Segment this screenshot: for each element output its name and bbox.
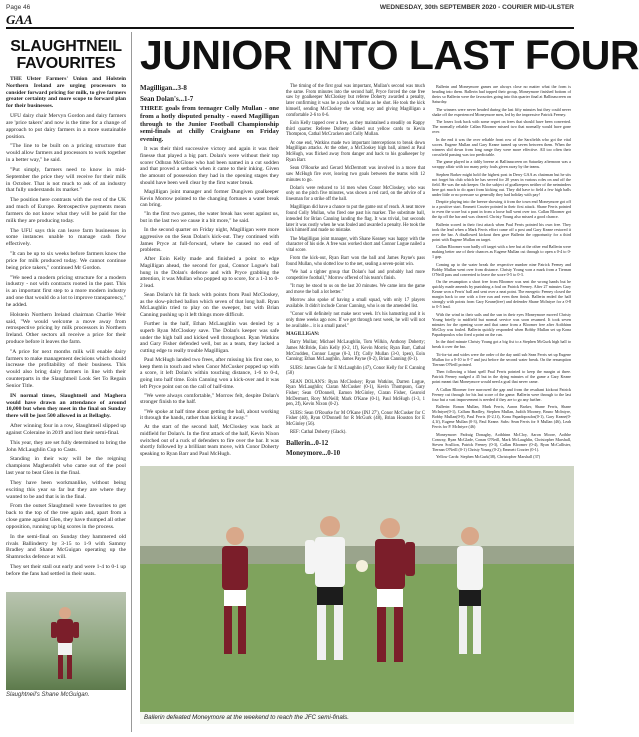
sidebar-paragraph: Standing in their way will be the reigning champions Magherafelt who came out of the pool last year to beat Glen in the final. — [6, 456, 126, 477]
sidebar-paragraph: From the outset Slaughtneil were favourites to get back to the top of the tree again and, apart from a close game against Glen, they have thumped all other opposition, running up big scores in the process. — [6, 503, 126, 530]
article-paragraph: On the resumption a short free from Bloomer was sent the wrong hands but he quickly made amends by punishing a foul on Patrick Feeney. After 27 minutes Gary Keane won a Ferris' ball and sent over a neat point. The energetic Feeney closed the margin back to one with a free run and even then finish. Ballerin ended the half strongly with points from Gary Keane(free) and defender Shane McIntyre for a 0-8 to 0-5 lead. — [432, 279, 571, 309]
article-paragraph: Eoin Kelly tapped over a free, as they maintained a steadily on Rappy third quarter. Referee Doherty dished out yellow cards to Kevin Thompson, Cathal McCracken and Colly Mullan. — [286, 120, 425, 138]
article-paragraph: With the wind in their sails and the sun in their eyes Moneymore moved Christy Young briefly to midfield but normal service was soon resumed. It took seven minutes for the opening score and that came from a Bloomer free after Aoibhinn McCloy was fouled. Ballerin quickly responded when Bobby Mullan set up Kona Papadopoulos who fired a point on the run. — [432, 311, 571, 337]
article-paragraph: Ballerin and Moneymore games are always close no matter what the form is heading into them. Ballerin had topped their group, Moneymore finished bottom of theirs so Ballerin were the favourites going into this quarter final at Ballinascreen on Saturday. — [432, 84, 571, 104]
article-paragraph: The winners were never headed during the last fifty minutes but they could never shake off the experienced Moneymore men, led by the impressive Patrick Feeney. — [432, 106, 571, 117]
article-paragraph: Magilligan did have a chance to put the game out of reach. A neat move found Colly Mullan, who fired one past his marker. The substitute ball, intended for Brian Canning landing the flag. It was trivial, but seconds later it was costly when he was fouled and awarded a penalty. He took the kick himself and made no mistake. — [286, 205, 425, 234]
article-paragraph: Sean O'Rourke and Gerard McDermott was involved in a move that saw McHugh fire over, leaving two goals between the teams with 12 minutes to go. — [286, 166, 425, 183]
article-body — [140, 84, 574, 464]
sidebar-paragraph: "The line to be built on a pricing structure that would allow farmers and processors to work together in a better way," he said. — [6, 143, 126, 164]
article-paragraph: "In the first two games, the water break has went against us, but in the last two we cause it a bit more," he said. — [140, 211, 279, 225]
article-paragraph: Yellow Cards: Stephen McGurk(38), Christopher Marshall (37) — [436, 454, 541, 459]
sidebar-photo-caption: Slaughtneil's Shane McGuigan. — [6, 692, 90, 698]
article-paragraph: Barry Mullan; Michael McLaughlin, Tom Wilkin, Anthony Doherty; James McBride, Eoin Kelly (0-2, 1f), Kevin Morris; Ryan Barr, Cathal McCrudden, Connor Logue (0-3, 1f); Colly Mullan (3-0, 1pen), Eoin Canning; Ethan McLaughlin, James Payne (0-2), Brian Canning (0-1). — [286, 340, 425, 363]
sidebar-paragraph: This year, they are set fully determined to bring the John McLaughlin Cup to Casts. — [6, 439, 126, 453]
sidebar-paragraph: "It can be up to six weeks before farmers know the price for milk produced today. We cannot continue being price takers," continued Mr Gordon. — [6, 251, 126, 271]
article-paragraph: SEAN DOLAN'S: Ryan McCloskey; Ryan Watkins, Darren Logue, Ryan McLaughlin; Ciaran McCusker (0-1), Kevin Thompson, Gary Fisher; Sean O'Donnell, Eamon McGinley, Ciaran Fisher, Gearoid McDermott, Rory McNeill; Mark O'Kane (0-1), Paul McHugh (1-3, 1 pen, 2f), Kevin Nixon (0-2). — [286, 379, 425, 408]
article-paragraph: Morrow also spoke of having a small squad, with only 17 players available. It didn't include Conor Canning, who is on the amended list. — [286, 298, 425, 309]
article-paragraph: SUBS: James Gale for E McLaughlin (47), Conor Kelly for E Canning (58) — [286, 365, 425, 377]
article-column-1 — [140, 84, 279, 464]
article-paragraph: It was their third successive victory and again it was their finesse that played a big part. Dolan's were without their top scorer Odhran McGlone who had been named in a cut sodden and that proved a setback when it came to their inking. Given the amount of possession they had in the opening stages they should have been well clear by the first water break. — [140, 146, 279, 186]
sidebar-paragraph: The UFU says this can leave farm businesses in some instances unable to manage cash flow effectively. — [6, 227, 126, 248]
article-paragraph: The Magilligan joint manager, with Shane Keaney was happy with the character of his side. A free was worked short and Connor Logue nailed a vital score. — [286, 236, 425, 254]
sidebar-paragraph: After winning four in a row, Slaughtneil slipped up against Coleraine in 2019 and lost their semi-final. — [6, 423, 126, 436]
article-paragraph: Moneymore...0-10 — [286, 449, 341, 458]
article-paragraph: Then following a blunt spell Paul Ferris pointed to keep the margin at three. Patrick Feeney nudged a 45 but in the dying minutes of the game a Gary Keane point meant that Moneymore would need a goal that never came. — [432, 369, 571, 384]
article-paragraph: Coming up to the water break the respective number nine Patrick Feeney and Bobby Mullan went over from distance. Christy Young won a mark from a Tiernan O'Neill pass and converted to leave the score 0-5 to 0-3. — [432, 261, 571, 277]
sidebar-paragraph: They set their stall out early and were 1-4 to 0-1 up before the fans had settled in their seats. — [6, 564, 126, 577]
page-number: Page 46 — [6, 3, 31, 11]
article-paragraph: "Conor will definitely not make next week. It's his hamstring and it is only three weeks ago now. If we get through next week, he will will not be available... it is a small panel." — [286, 312, 425, 329]
sidebar-paragraph: "We need a modern pricing structure for a modern industry - not with contracts rooted in the past. This is an important first step to a more modern industry and one that would do a lot to improve transparency," he added. — [6, 274, 126, 308]
sidebar-headline: SLAUGHTNEIL FAVOURITES — [10, 38, 122, 72]
article-paragraph: Ballerin scored in their first attack when Paul Ferris pointed his own free. They took the lead when a Mark Ferris effort came off a post and Gary Keane restored it over the bar. A disallowed kickout then gave Ballerin the opportunity for a third point with Eugene Mullan on target. — [432, 221, 571, 242]
match-photo — [140, 466, 574, 724]
article-paragraph: "We had a tighter group that Dolan's had and probably had more competitive football," Morrow offered of his team's finish. — [286, 270, 425, 282]
article-paragraph: REF: Cathal Doherty (Glack). — [290, 430, 347, 436]
article-headline: JUNIOR INTO LAST FOUR — [140, 32, 639, 78]
match-photo-caption: Ballerin defeated Moneymore at the weekend to reach the JFC semi-finals. — [140, 712, 574, 724]
sidebar-paragraph: Holstein Northern Ireland chairman Charlie Weir said, "We would welcome a move away from retrospective pricing by milk processors in Northern Ireland. Other sectors all receive a price for their produce before it leaves the farm. — [6, 311, 126, 345]
article-column-3 — [432, 84, 571, 464]
sidebar-body — [6, 76, 126, 578]
sidebar-paragraph: "A price for next months milk will enable dairy farmers to make management decisions which should increase the profitability of their business. This would also bring dairy farmers in line with their counterparts in the Slaughtneil Look Set To Regain Senior Title. — [6, 348, 126, 389]
article-paragraph: Further in the half, Ethan McLaughlin was denied by a superb Ryan McCloskey save. The Dolan's keeper was safe under the high ball and kicked well throughout. Ryan Watkins and Gary Fisher defended well, but as a team, they lacked a cutting edge to really trouble Magilligan. — [140, 321, 279, 354]
article-paragraph: Moneymore: Padraig Donaghy, Aoibhinn McCloy, Aaron Moore, Aoibhe Conway, Ryan McGlade, Conan O'Neill, Mark McLaughlin, Christopher Marshall, Steven Scullion, Patrick Feeney (0-3), Callan Bloomer (0-4), Ryan McCallister, Tiernan O'Neill (0-1) Christy Young (0-2); Emmett Crozier (0-1). — [432, 431, 571, 452]
article-paragraph: Dolan's were reduced to 14 men when Conor McCloskey, who was only on the pitch five minutes, was shown a red card, on the advice of a linesman for a strike off the ball. — [286, 185, 425, 203]
sidebar-paragraph: IN normal times, Slaughtneil and Maghera would have drawn an attendance of around 10,000 but when they meet in the final on Sunday there will be just 500 allowed in at Bellaghy. — [6, 392, 126, 420]
article-paragraph: The game played in a tidily breeze at Ballinascreen on Saturday afternoon was a scrappy affair with too many petty fouls given away by the teams. — [432, 159, 571, 169]
article-paragraph: Paul McHugh landed two frees, after missing his first one, to keep them in touch and when Conor McCusker popped up with a score, it left Dolan's within touching distance, 1-6 to 0-4, going into half time. Eoin Canning won a kick-over and it was left Pryce point out on the call of half-time. — [140, 357, 279, 390]
article-paragraph: From the kick-out, Ryan Barr won the ball and James Payne's pass found Mullan, who slotted low to the net, sealing a seven-point win. — [286, 256, 425, 268]
sidebar-paragraph: The position here contrasts with the rest of the UK and much of Europe. Retrospective payments mean farmers do not know what they will be paid for the milk they are producing today. — [6, 197, 126, 224]
player-figure-icon — [48, 604, 82, 684]
article-paragraph: Ballerin...0-12 — [286, 438, 329, 447]
article-paragraph: The timing of the first goal was important, Mullan's second was much the same. From minutes into the second half, Pryce forced the one free saw by goalkeeper McCloskey but referee Doherty awarded a penalty, later confirming it was he a push on Mullan as he shot. He took the kick himself, sending McCloskey the wrong way and giving Magilligan a comfortable 2-6 to 0-6. — [286, 84, 425, 118]
article-paragraph: Magilligan joint manager and former Dungiven goalkeeper Kevin Morrow pointed to the changing fortunes a water break can bring. — [140, 188, 279, 209]
sidebar-paragraph: UFU dairy chair Mervyn Gordon and dairy farmers are 'price takers' and now is the time for a change of approach to put dairy farmers in a more sustainable position. — [6, 113, 126, 140]
sidebar-paragraph: In the semi-final on Sunday they hammered old rivals Ballinderry by 3-15 to 1-9 with Sammy Bradley and Shane McGuigan operating up the Shamrocks defence at will. — [6, 533, 126, 561]
article-paragraph: After Eoin Kelly made and finished a point to edge Magilligan ahead, the second for goal, Connor Logue's ball hung in the Dolan's defence and with Pryce grabbing the attention, it was Mullan who popped up to score, for a 1-3 to 0-2 lead. — [140, 256, 279, 289]
column-divider — [131, 32, 132, 732]
article-paragraph: "We spoke at half time about getting the ball, about working it through the hands, rather than kicking it away." — [140, 408, 279, 422]
article-paragraph: At one end, Watkins made two important interceptions to break down Magilligan attacks. At the other, a McCloskey high ball, aimed at Paul McHugh, was flicked away from danger and back to his goalkeeper by Ryan Barr. — [286, 140, 425, 163]
article-paragraph: MAGILLIGAN: — [286, 331, 320, 337]
sidebar-paragraph: They have been workmanlike, without being exciting this year so far but they are where they wanted to be and that is in the final. — [6, 479, 126, 500]
article-paragraph: "It may be stood to us on the last 20 minutes. We came into the game and move the ball a lot better." — [286, 284, 425, 295]
article-paragraph: In the end it was the over reliable front row of the Sarsfields who got the vital scores. Eugene Mullan and Gary Keane turned up seven between them. When the winners slid down from long range they were more effective. All too often their crossfield passing was too predictable. — [432, 136, 571, 157]
article-paragraph: Magilligan...3-8 — [140, 84, 187, 92]
section-tag: GAA — [6, 12, 33, 27]
article-column-2 — [286, 84, 425, 464]
sidebar-paragraph: "Put simply, farmers need to know in mid-September the price they will receive for their milk in October. That is not much to ask of an industry that fully understands its market." — [6, 166, 126, 194]
sidebar-photo — [6, 592, 126, 690]
article-paragraph: "We were always comfortable," Morrow felt, despite Dolan's stronger finish to the half. — [140, 392, 279, 406]
article-paragraph: In the second quarter on Friday night, Magilligan were more aggressive on the Sean Dolan's kick-out. They continued with James Pryce at full-forward, where he caused no end of problems. — [140, 227, 279, 254]
article-paragraph: Despite playing into the breeze showing it from the town end Moneymore got off to a positive start. Emmett Crozier pointed in their first attack. Shane Ferris pointed to even the score but a punt in from a loose ball went over too. Callan Bloomer got the tip off the bar and was cleared. Christy Young also missed a good chance. — [432, 199, 571, 219]
sidebar-story — [6, 32, 126, 732]
article-paragraph: Tit-for-tat and wides were the order of the day until sub Sean Ferris set up Eugene Mullan for a 0-10 to 0-7 and just before the second water break. On the resumption Tiernan O'Neill pointed. — [432, 351, 571, 367]
article-paragraph: At the start of the second half, McCloskey was back at midfield for Dolan's. In the first attack of the half, Kevin Nixon switched out of a ruck of defenders to fire over the bar. It was shortly followed by a brilliant team move, with Conor Doherty speaking to Ryan Barr and Paul McHugh. — [140, 424, 279, 458]
article-paragraph: Callan Bloomer won badly off target with a free but at the other end Ballerin were making better use of their chances as Eugene Mullan cut through to open a 0-4 to 0-1 gap. — [432, 244, 571, 259]
match-scene-icon — [140, 466, 574, 724]
page-header — [0, 0, 580, 14]
article-paragraph: In the third minute Christy Young got a big fist to a Stephen McGurk high ball to break it over the bar. — [432, 339, 571, 349]
article-paragraph: Stephen Barker might hold the highest post in Derry GAA as chairman but he sits not forget his club which he has served for 20 years in various roles on and off the field. He was the sub keeper. On the subject of goalkeepers neither of the netminders here got much to do apart from kicking out. They did have to field a few high balls under little or no pressure so generally they had holiday with pay! — [432, 171, 571, 197]
article-paragraph: A Callan Bloomer free narrowed the gap and from the resultant kickout Patrick Feeney cut through for his last score of the game. Ballerin were through to the last four but a vast improvement is needed if they are to go any further. — [432, 386, 571, 402]
article-paragraph: The losers look back with some regret on frees that should have been converted. The normally reliable Callan Bloomer missed two that normally would have gone over. — [432, 119, 571, 134]
date-line: WEDNESDAY, 30th SEPTEMBER 2020 - COURIER MID-ULSTER — [379, 3, 574, 11]
article-paragraph: Sean Dolan's...1-7 — [140, 94, 194, 103]
article-paragraph: THREE goals from teenager Colly Mullan - one from a hotly disputed penalty - eased Magilligan through to the Junior Football Championship semi-finals at chilly Craigbane on Friday evening. — [140, 105, 279, 144]
article-paragraph: Sean Dolan's hit fit back with points from Paul McCloskey, as the slow-pitched ballon which seven of that long ball. Ryan McLaughlin tried to play on the sweeper, but with Brian Canning pushing up it left things more difficult. — [140, 292, 279, 319]
sidebar-paragraph: THE Ulster Farmers' Union and Holstein Northern Ireland are urging processors to consider forward pricing for milk, to give farmers greater certainty and more scope to forward plan for their businesses. — [6, 76, 126, 110]
header-rule — [6, 27, 574, 29]
article-paragraph: SUBS: Sean O'Rourke for M O'Kane (INJ 27'), Conor McCusker for C Fisher (40), Ryan O'Donnell for R McGurk (48), Brian Houston for E McGinley (56). — [286, 410, 425, 428]
article-paragraph: Ballerin: Ronan Mullan, Mark Ferris, Aaron Barker, Shane Ferris, Shane McIntyre(0-1), Callum Bradley, Stephen Mullan, Judith Mooney, Bruno McIntyre, Bobby Mullan(0-0), Paul Ferris (0-2,1f), Kona Papadopoulos(0-1), Gary Keane(0-4,1f), Eugene Mullan (0-3), Paul Keane. Subs: Sean Ferris for S Mullan (46), Leah Ferris for P. McIntyre (46) — [432, 404, 571, 429]
